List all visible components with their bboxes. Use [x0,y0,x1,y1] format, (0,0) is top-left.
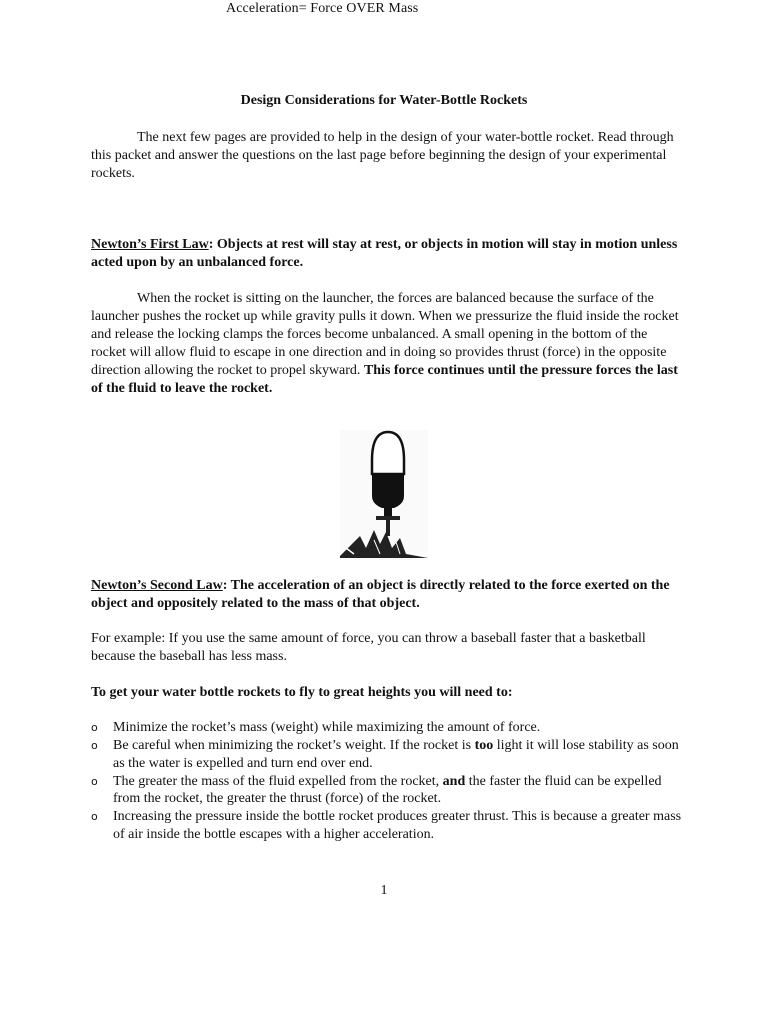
document-title: Design Considerations for Water-Bottle Rockets [240,93,528,108]
first-law-heading [91,236,681,272]
water-rocket-illustration [340,430,428,560]
first-law-label: Newton’s First Law [91,237,209,252]
bullet-circle-icon: o [91,739,98,752]
bullet-circle-icon: o [91,810,98,823]
bullet-text: the faster the fluid can be expelled from the rocket, the greater the thrust (force) of the rocket. [113,773,662,806]
bullet-circle-icon: o [91,774,98,788]
first-law-body-bold: This force continues until the pressure forces the last of the fluid to leave the rocket. [91,363,678,396]
second-law-heading [91,577,681,613]
intro-paragraph: The next few pages are provided to help in the design of your water-bottle rocket. Read through this packet and answer the questions on the last page before beginning the design of your experimental rockets. [91,130,674,181]
list-item [91,808,691,843]
bullet-text: Be careful when minimizing the rocket’s weight. If the rocket is [113,738,475,753]
list-item [91,737,691,772]
first-law-body-text: When the rocket is sitting on the launcher, the forces are balanced because the surface of the launcher pushes the rocket up while gravity pulls it down. When we pressurize the fluid inside the rocket and release the locking clamps the forces become unbalanced. A small opening in the bottom of the rocket will allow fluid to escape in one direction and in doing so provides thrust (force) in the opposite direction allowing the rocket to propel skyward. [91,291,679,378]
list-item [91,719,691,737]
page-number: 1 [380,883,388,898]
second-law-label: Newton’s Second Law [91,578,223,593]
goal-statement: To get your water bottle rockets to fly to great heights you will need to: [91,685,513,700]
list-item [91,773,691,808]
bullet-text-bold: too [474,738,494,753]
second-law-statement: : The acceleration of an object is directly related to the force exerted on the object and oppositely related to the mass of that object. [91,578,670,611]
header-formula: Acceleration= Force OVER Mass [226,1,419,16]
first-law-body [91,290,681,398]
first-law-statement: : Objects at rest will stay at rest, or objects in motion will stay in motion unless acted upon by an unbalanced force. [91,237,678,270]
bullet-text: The greater the mass of the fluid expelled from the rocket, [113,773,443,789]
second-law-example: For example: If you use the same amount of force, you can throw a baseball faster that a basketball because the baseball has less mass. [91,631,646,664]
bullet-circle-icon: o [91,721,98,734]
bullet-text: light it will lose stability as soon as the water is expelled and turn end over end. [113,738,679,771]
bullet-text: Minimize the rocket’s mass (weight) while maximizing the amount of force. [113,720,541,735]
tips-list [91,719,691,844]
bullet-text-bold: and [442,773,466,789]
bullet-text: Increasing the pressure inside the bottle rocket produces greater thrust. This is because a greater mass of air inside the bottle escapes with a higher acceleration. [113,809,682,842]
